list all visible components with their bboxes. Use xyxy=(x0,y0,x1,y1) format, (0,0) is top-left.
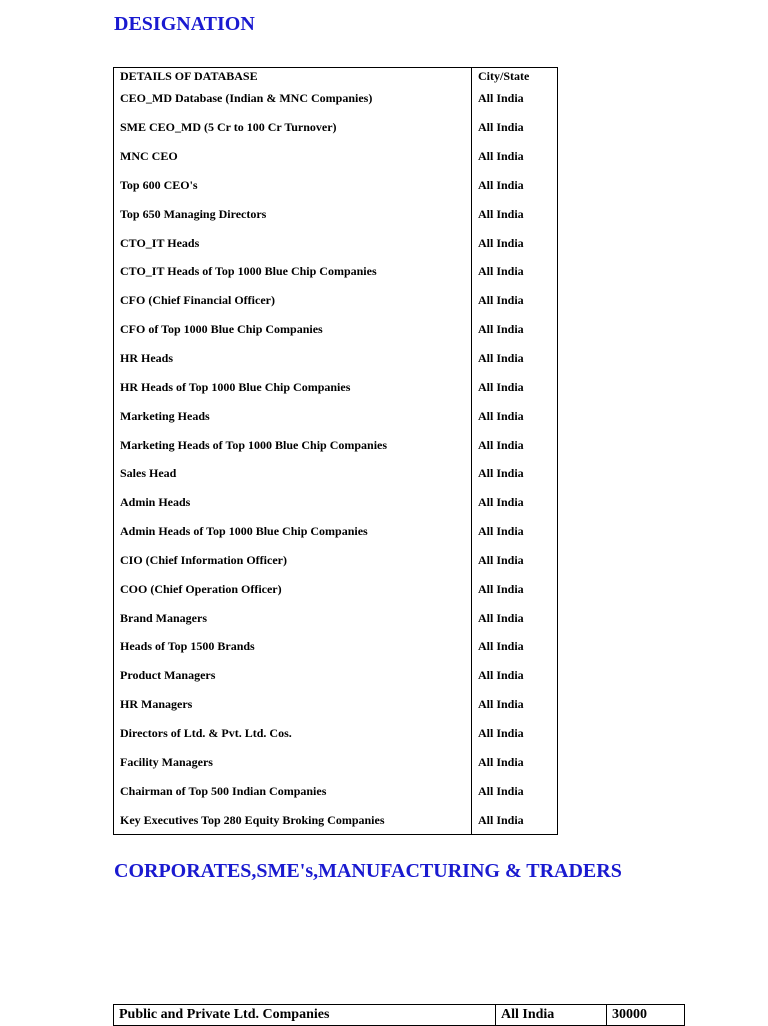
table-row xyxy=(114,546,558,575)
database-detail-cell: Product Managers xyxy=(114,661,472,690)
city-state-cell: All India xyxy=(472,286,558,315)
database-detail-cell: Sales Head xyxy=(114,459,472,488)
database-detail-cell: Facility Managers xyxy=(114,747,472,776)
table-row xyxy=(114,344,558,373)
city-state-cell: All India xyxy=(472,401,558,430)
database-detail-cell: Marketing Heads xyxy=(114,401,472,430)
database-detail-cell: HR Heads of Top 1000 Blue Chip Companies xyxy=(114,372,472,401)
database-detail-cell: CFO (Chief Financial Officer) xyxy=(114,286,472,315)
table-row xyxy=(114,632,558,661)
city-state-cell: All India xyxy=(472,372,558,401)
city-state-cell: All India xyxy=(472,228,558,257)
database-detail-cell: Admin Heads xyxy=(114,488,472,517)
table-header-row xyxy=(114,68,558,85)
heading-designation: DESIGNATION xyxy=(114,13,255,35)
column-header-city-state: City/State xyxy=(472,68,558,85)
database-detail-cell: SME CEO_MD (5 Cr to 100 Cr Turnover) xyxy=(114,113,472,142)
city-state-cell: All India xyxy=(472,199,558,228)
city-state-cell: All India xyxy=(472,603,558,632)
table-row xyxy=(114,488,558,517)
column-header-details: DETAILS OF DATABASE xyxy=(114,68,472,85)
table-row xyxy=(114,430,558,459)
city-state-cell: All India xyxy=(472,459,558,488)
city-state-cell: All India xyxy=(472,430,558,459)
city-state-cell: All India xyxy=(472,805,558,834)
database-detail-cell: Admin Heads of Top 1000 Blue Chip Companies xyxy=(114,517,472,546)
company-type-cell: Public and Private Ltd. Companies xyxy=(114,1005,496,1026)
table-row xyxy=(114,228,558,257)
city-state-cell: All India xyxy=(472,142,558,171)
database-detail-cell: Top 600 CEO's xyxy=(114,171,472,200)
table-row xyxy=(114,257,558,286)
city-state-cell: All India xyxy=(472,113,558,142)
table-row xyxy=(114,747,558,776)
database-detail-cell: CFO of Top 1000 Blue Chip Companies xyxy=(114,315,472,344)
database-detail-cell: CEO_MD Database (Indian & MNC Companies) xyxy=(114,84,472,113)
table-row xyxy=(114,776,558,805)
region-cell: All India xyxy=(496,1005,607,1026)
table-row xyxy=(114,142,558,171)
table-row xyxy=(114,603,558,632)
table-row xyxy=(114,574,558,603)
city-state-cell: All India xyxy=(472,690,558,719)
table-row xyxy=(114,372,558,401)
database-detail-cell: Heads of Top 1500 Brands xyxy=(114,632,472,661)
database-detail-cell: CIO (Chief Information Officer) xyxy=(114,546,472,575)
table-row xyxy=(114,1005,685,1026)
city-state-cell: All India xyxy=(472,488,558,517)
table-row xyxy=(114,690,558,719)
database-detail-cell: COO (Chief Operation Officer) xyxy=(114,574,472,603)
database-detail-cell: Chairman of Top 500 Indian Companies xyxy=(114,776,472,805)
database-table xyxy=(113,67,558,835)
table-row xyxy=(114,517,558,546)
city-state-cell: All India xyxy=(472,344,558,373)
city-state-cell: All India xyxy=(472,719,558,748)
database-detail-cell: CTO_IT Heads xyxy=(114,228,472,257)
table-row xyxy=(114,199,558,228)
city-state-cell: All India xyxy=(472,776,558,805)
table-row xyxy=(114,286,558,315)
city-state-cell: All India xyxy=(472,632,558,661)
heading-corporates: CORPORATES,SME's,MANUFACTURING & TRADERS xyxy=(114,860,622,882)
city-state-cell: All India xyxy=(472,661,558,690)
table-row xyxy=(114,113,558,142)
database-detail-cell: Key Executives Top 280 Equity Broking Companies xyxy=(114,805,472,834)
table-row xyxy=(114,315,558,344)
city-state-cell: All India xyxy=(472,84,558,113)
database-detail-cell: Directors of Ltd. & Pvt. Ltd. Cos. xyxy=(114,719,472,748)
city-state-cell: All India xyxy=(472,171,558,200)
table-row xyxy=(114,805,558,834)
table-row xyxy=(114,84,558,113)
city-state-cell: All India xyxy=(472,517,558,546)
database-detail-cell: MNC CEO xyxy=(114,142,472,171)
database-detail-cell: Top 650 Managing Directors xyxy=(114,199,472,228)
city-state-cell: All India xyxy=(472,574,558,603)
city-state-cell: All India xyxy=(472,546,558,575)
table-row xyxy=(114,459,558,488)
count-cell: 30000 xyxy=(607,1005,685,1026)
database-detail-cell: Brand Managers xyxy=(114,603,472,632)
table-row xyxy=(114,719,558,748)
city-state-cell: All India xyxy=(472,257,558,286)
database-detail-cell: HR Managers xyxy=(114,690,472,719)
database-detail-cell: CTO_IT Heads of Top 1000 Blue Chip Companies xyxy=(114,257,472,286)
database-detail-cell: Marketing Heads of Top 1000 Blue Chip Companies xyxy=(114,430,472,459)
table-row xyxy=(114,401,558,430)
corporates-table xyxy=(113,1004,685,1026)
table-row xyxy=(114,171,558,200)
city-state-cell: All India xyxy=(472,315,558,344)
table-row xyxy=(114,661,558,690)
database-detail-cell: HR Heads xyxy=(114,344,472,373)
city-state-cell: All India xyxy=(472,747,558,776)
